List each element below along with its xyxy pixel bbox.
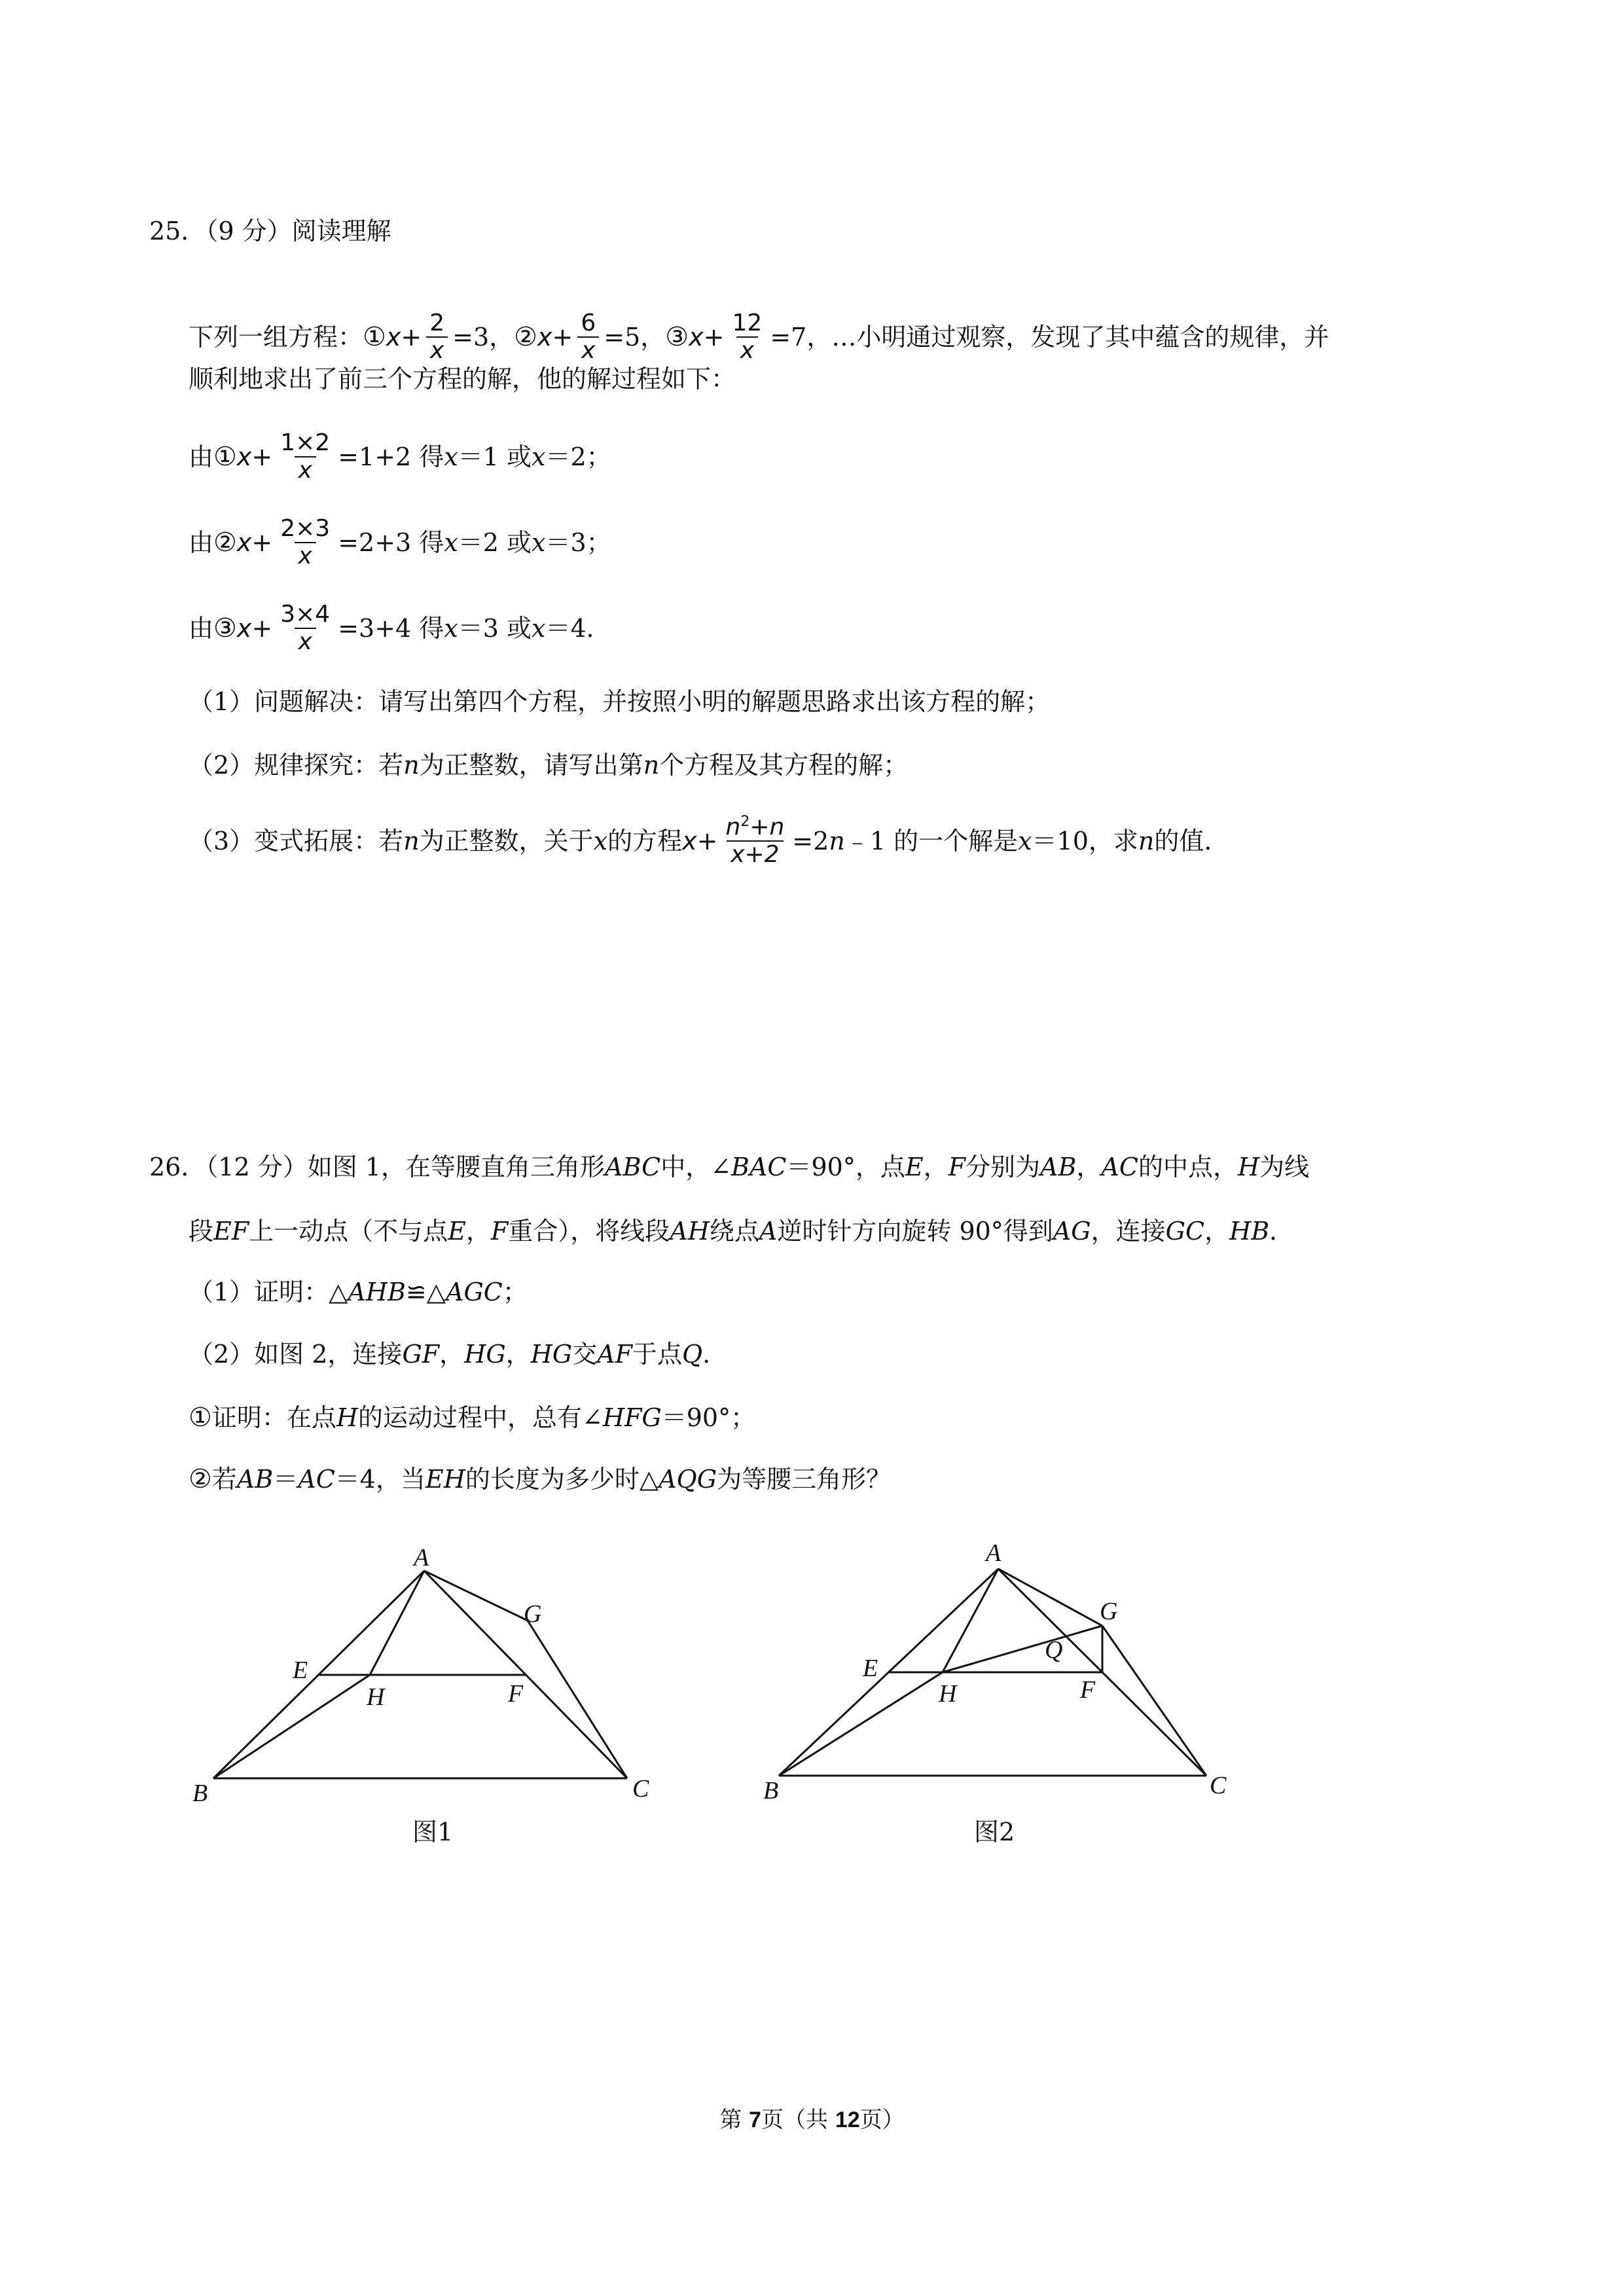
step2-rhs: =2+3 得 [338,528,444,557]
q26-l2-ah: AH [670,1217,710,1246]
q26-s1-c: ＝90°； [661,1403,756,1432]
q26-p1-b: ≌△ [405,1278,446,1306]
q25-part2-a: （2）规律探究：若 [189,751,404,780]
q26-s2-ab: AB [236,1465,274,1494]
q25-part2-n1: n [403,751,420,780]
q25-step-3 [189,599,611,658]
eq3-plus: + [703,323,725,351]
fig1-label-G: G [524,1600,542,1628]
eq3-mark: ③ [665,322,689,352]
fig2-label-F: F [1080,1676,1096,1704]
eq2-fraction [577,310,600,365]
step1-xb: x [532,442,546,471]
fig1-seg-AC [424,1571,627,1778]
q26-l2-a: 段 [189,1217,214,1246]
q25-part3-x3: x [1018,827,1032,855]
q26-l1-bac: BAC [731,1153,787,1181]
q26-p2-e: 于点 [632,1340,683,1369]
fig2-label-B: B [763,1777,779,1804]
q25-intro-line2 [189,367,736,391]
step3-v1: ＝3 或 [458,614,532,643]
q25-part3-g: 的值． [1154,827,1229,855]
q26-l1-b: 中，∠ [660,1153,732,1181]
q26-s1-h: H [336,1403,359,1432]
step3-v2: ＝4． [545,614,611,643]
q25-intro-line1 [189,308,1329,367]
q25-part3-n1: n [403,827,420,855]
q26-l2-c: ， [465,1217,491,1246]
step1-numerator: 1×2 [280,429,331,456]
eq1-numerator: 2 [429,309,445,336]
q26-p2-af: AF [597,1340,633,1369]
q25-part3-c: 的方程 [607,827,683,855]
eq3-fraction [729,310,767,365]
q26-s2-d: 的长度为多少时△ [465,1465,659,1494]
q26-l1-d: ， [923,1153,948,1181]
step3-denominator: x [295,628,316,655]
q26-l2-hb: HB [1229,1217,1270,1246]
q25-part3-n3: n [1138,827,1155,855]
q25-part3-b: 为正整数，关于 [419,827,594,855]
q26-l2-f2: 逆时针方向旋转 90°得到 [777,1217,1053,1246]
step2-plus: + [251,528,273,557]
q25-title [149,219,391,243]
q26-l1-ac: AC [1101,1153,1138,1181]
fig1-seg-AH [370,1571,424,1675]
fig2-label-A: A [986,1539,1001,1567]
step3-mark: ③ [213,613,237,643]
q25-part3-f: ＝10，求 [1032,827,1138,855]
step3-xb: x [532,614,546,643]
fig1-label-B: B [192,1780,208,1807]
q26-p2-gf: GF [402,1340,440,1369]
eq3-x: x [689,323,704,351]
q25-part3-fraction [721,814,788,869]
step3-fraction [276,601,334,656]
eq1-rhs: =3， [452,323,514,351]
step3-x: x [236,614,252,643]
fig2-seg-HB [779,1672,943,1776]
fig1-label-H: H [367,1683,385,1711]
q25-step-2 [189,513,611,572]
q26-s2-a: 若 [211,1465,237,1494]
step1-xa: x [444,442,458,471]
q25-step-1 [189,427,611,486]
q26-l1-a: 26．（12 分）如图 1，在等腰直角三角形 [149,1153,605,1181]
fig2-seg-AB [779,1569,998,1776]
q26-s2-b: ＝ [273,1465,298,1494]
step2-v1: ＝2 或 [458,528,532,557]
step1-plus: + [251,442,273,471]
fig2-seg-AG [998,1569,1102,1626]
q25-part3-plus: + [696,827,718,855]
step3-plus: + [251,614,273,643]
q26-l2-aa: A [759,1217,778,1246]
fig2-label-H: H [939,1680,957,1708]
q26-l1-f: F [948,1153,965,1181]
q26-l1-h: ， [1076,1153,1102,1181]
step2-numerator: 2×3 [280,514,331,542]
eq1-denominator: x [426,336,448,364]
q25-part3-num-sup: 2 [740,813,750,830]
footer-b: 页（共 [761,2107,835,2133]
q26-s1-a: 证明：在点 [211,1403,336,1432]
fig2-seg-GC [1102,1626,1206,1776]
fig1-seg-HB [213,1675,370,1778]
fig2-seg-AH [943,1569,998,1672]
page-footer [0,2109,1624,2131]
step1-by: 由 [189,442,214,471]
q26-sub-1 [189,1405,755,1431]
q26-part-1 [189,1280,528,1304]
q26-l2-f: F [490,1217,509,1246]
q25-part3-n2: n [829,827,845,855]
eq2-x: x [537,323,552,351]
q26-l1-j: 为线 [1259,1153,1310,1181]
q26-s2-mark: ② [189,1464,212,1494]
q26-l1-abc: ABC [605,1153,661,1181]
eq1-plus: + [401,323,422,351]
fig1-label-C: C [632,1775,649,1803]
q26-part-2 [189,1342,727,1367]
step3-by: 由 [189,614,214,643]
fig2-seg-HG [943,1626,1102,1672]
fig2-seg-AC [998,1569,1206,1776]
step1-fraction [276,430,334,484]
step1-v2: ＝2； [545,442,611,471]
q26-s1-mark: ① [189,1403,212,1433]
q26-line2 [189,1219,1294,1244]
q26-l2-ag: AG [1053,1217,1091,1246]
q26-l2-g: ，连接 [1091,1217,1166,1246]
fig1-label-E: E [293,1657,308,1684]
fig1-seg-AB [213,1571,424,1778]
fig2-label-Q: Q [1045,1636,1063,1664]
q25-intro-prefix: 下列一组方程： [189,323,363,351]
q25-part1-text: （1）问题解决：请写出第四个方程，并按照小明的解题思路求出该方程的解； [189,687,1051,716]
q26-s2-eh: EH [425,1465,465,1494]
q26-l1-hh: H [1237,1153,1260,1181]
q25-part-3 [189,812,1229,870]
q26-p2-b: ， [439,1340,465,1369]
q26-l2-e2: 绕点 [709,1217,759,1246]
q26-p2-hg2: HG [530,1340,573,1369]
eq2-numerator: 6 [581,309,596,336]
fig1-seg-AG [424,1571,528,1621]
footer-total-pages: 12 [835,2108,860,2132]
fig1-seg-GC [528,1621,627,1778]
q26-l2-e: E [448,1217,466,1246]
fig2-label-E: E [863,1655,878,1682]
step1-mark: ① [213,442,237,472]
q26-l2-b: 上一动点（不与点 [249,1217,448,1246]
eq2-mark: ② [514,322,538,352]
q25-part3-num-n: n [725,813,741,840]
eq2-rhs: =5， [604,323,666,351]
step2-fraction [276,516,334,570]
q26-l1-c: ＝90°，点 [786,1153,905,1181]
q26-sub-2 [189,1466,891,1492]
q25-part3-e: ﹣1 的一个解是 [844,827,1019,855]
step2-xa: x [444,528,458,557]
q25-part3-denominator: x+2 [727,840,783,868]
q26-s2-e: 为等腰三角形？ [717,1465,892,1494]
q25-part2-c: 个方程及其方程的解； [659,751,909,780]
step1-v1: ＝1 或 [458,442,532,471]
fig2-caption: 图2 [974,1818,1015,1846]
step2-mark: ② [213,528,237,558]
step3-rhs: =3+4 得 [338,614,444,643]
q25-part3-x1: x [593,827,608,855]
q26-p2-f: ． [702,1340,728,1369]
q25-part3-num-rest: +n [749,813,785,840]
q25-part-2 [189,753,908,778]
footer-page-number: 7 [749,2108,762,2132]
q26-p2-d: 交 [572,1340,598,1369]
q25-part-1 [189,689,1050,714]
q25-part3-a: （3）变式拓展：若 [189,827,404,855]
step2-v2: ＝3； [545,528,611,557]
eq1-fraction [425,310,448,365]
eq2-denominator: x [577,336,599,364]
q26-l2-gc: GC [1165,1217,1205,1246]
footer-a: 第 [719,2107,749,2133]
eq3-denominator: x [736,336,758,364]
fig2-label-G: G [1100,1598,1118,1625]
q26-l2-ef: EF [213,1217,249,1246]
q26-l2-h: ， [1204,1217,1230,1246]
q26-p2-c: ， [505,1340,531,1369]
step2-xb: x [532,528,546,557]
q25-intro-suffix: …小明通过观察，发现了其中蕴含的规律，并 [831,323,1329,351]
fig1-caption: 图1 [412,1818,454,1846]
q26-p1-c: ； [502,1278,528,1306]
q25-part2-b: 为正整数，请写出第 [419,751,643,780]
footer-c: 页） [859,2107,905,2133]
eq3-numerator: 12 [732,309,763,336]
step3-numerator: 3×4 [280,600,331,628]
fig1-label-F: F [508,1680,524,1708]
q26-l1-g: 分别为 [965,1153,1041,1181]
q26-l1-e: E [905,1153,924,1181]
step1-rhs: =1+2 得 [338,442,444,471]
step1-denominator: x [295,456,316,484]
fig1-label-A: A [414,1544,429,1571]
eq1-x: x [386,323,401,351]
q26-l2-i: ． [1269,1217,1295,1246]
q26-l2-d: 重合），将线段 [508,1217,670,1246]
step3-xa: x [444,614,458,643]
q26-s2-ac: AC [298,1465,335,1494]
eq3-rhs: =7， [770,323,832,351]
q26-l1-ab: AB [1040,1153,1077,1181]
q25-title-text: 25．（9 分）阅读理解 [149,217,391,245]
q26-line1 [149,1155,1309,1179]
q25-part2-n2: n [643,751,660,780]
q25-part3-numerator [721,814,788,840]
q26-p1-agc: AGC [446,1278,503,1306]
eq1-mark: ① [363,322,386,352]
eq2-plus: + [552,323,573,351]
q26-s1-b: 的运动过程中，总有∠ [358,1403,603,1432]
step1-x: x [236,442,252,471]
step2-x: x [236,528,252,557]
q26-s2-aqg: AQG [659,1465,717,1494]
q25-part3-x2: x [682,827,697,855]
fig2-label-C: C [1210,1772,1227,1799]
step2-by: 由 [189,528,214,557]
q26-s2-c: ＝4，当 [334,1465,425,1494]
q25-intro-line2-text: 顺利地求出了前三个方程的解，他的解过程如下： [189,365,736,393]
q26-s1-hfg: HFG [602,1403,662,1432]
q26-p2-q: Q [682,1340,703,1369]
q26-p2-hg: HG [464,1340,506,1369]
step2-denominator: x [295,542,316,569]
q26-p1-ahb: AHB [348,1278,406,1306]
q26-p1-a: （1）证明：△ [189,1278,348,1306]
q26-p2-a: （2）如图 2，连接 [189,1340,403,1369]
q25-part3-d: =2 [792,827,829,855]
q26-l1-i: 的中点， [1138,1153,1238,1181]
